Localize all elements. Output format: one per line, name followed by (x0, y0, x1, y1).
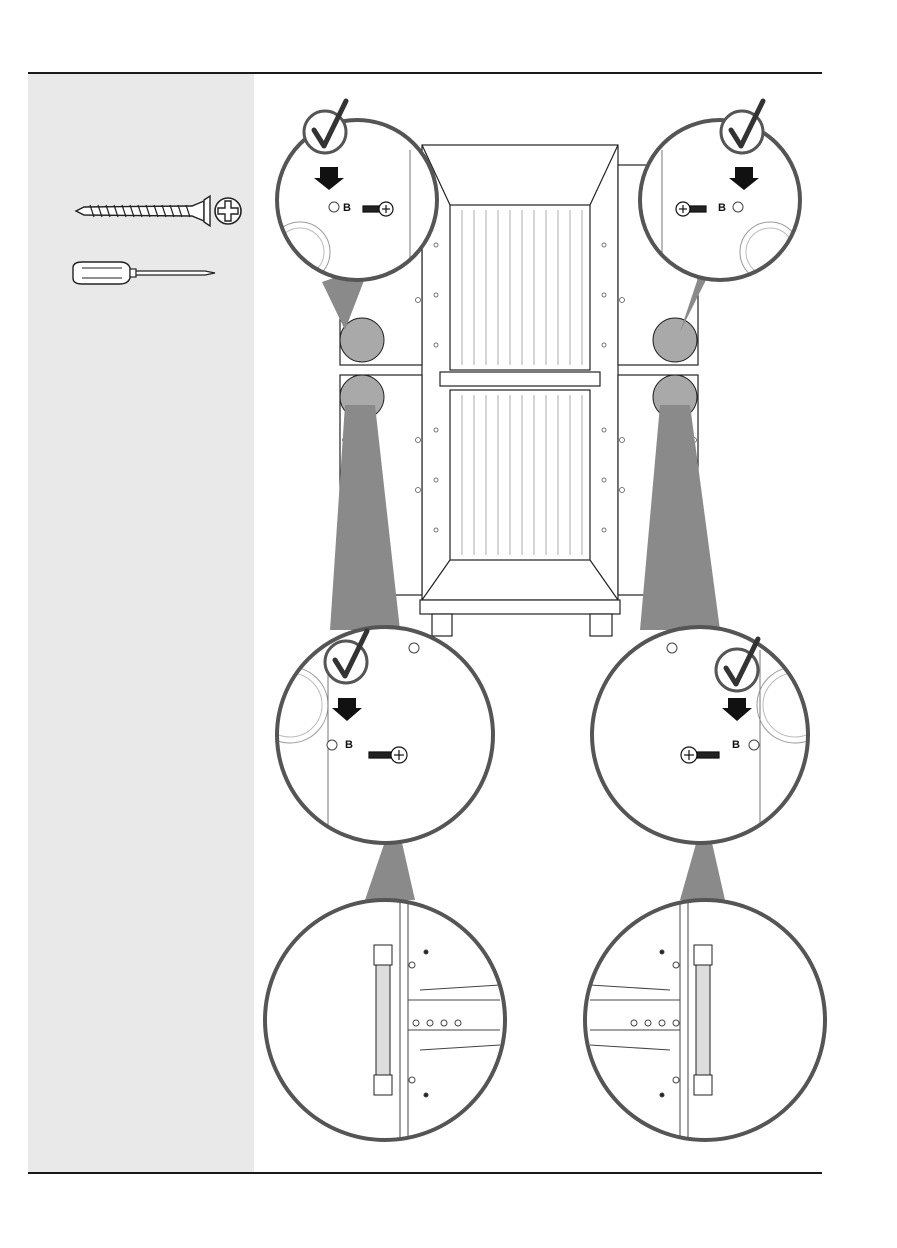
callout-mid-right (592, 627, 833, 850)
callout-bottom-left (265, 900, 505, 1140)
part-label-b: B (732, 739, 740, 751)
screwdriver-icon (70, 258, 220, 288)
part-label-b: B (343, 202, 351, 214)
part-label-b: B (345, 739, 353, 751)
screw-icon (72, 192, 242, 230)
bottom-rule (28, 1172, 822, 1174)
callout-bottom-right (585, 900, 825, 1140)
callout-mid-left (254, 627, 493, 850)
part-label-b: B (718, 202, 726, 214)
parts-sidebar (28, 74, 254, 1172)
assembly-figure (254, 74, 897, 1172)
